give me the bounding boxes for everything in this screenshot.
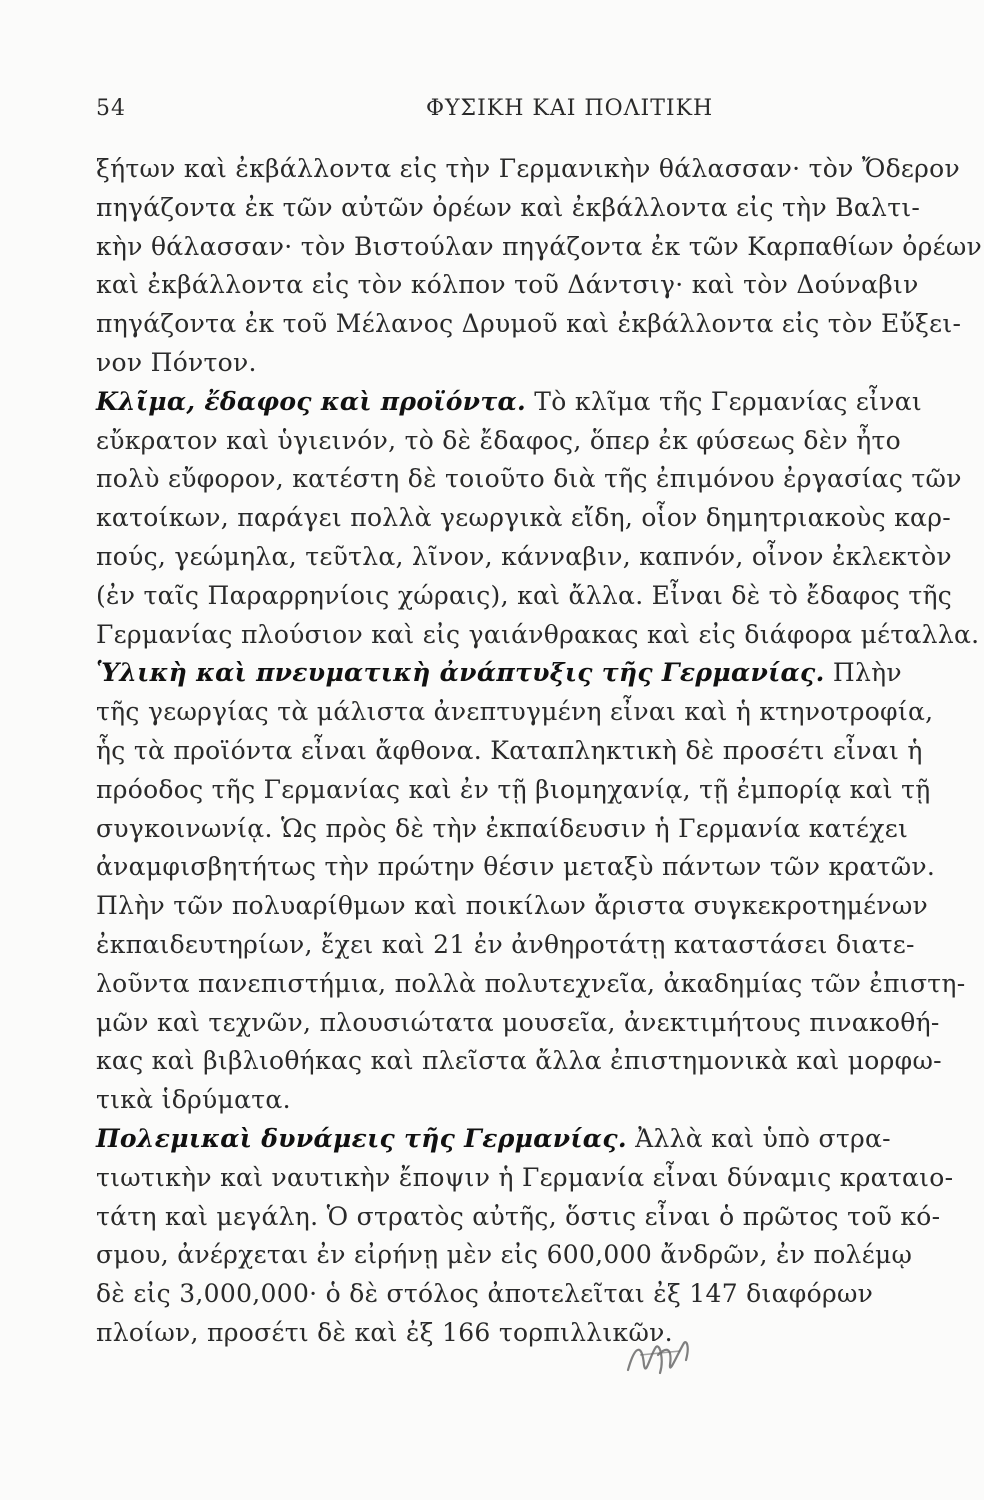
- text-line: [96, 1081, 886, 1120]
- text-line: [96, 228, 983, 267]
- line-text: τῆς γεωργίας τὰ μάλιστα ἀνεπτυγμένη εἶναι καὶ ἡ κτηνοτροφία,: [96, 697, 934, 727]
- line-text: κας καὶ βιβλιοθήκας καὶ πλεῖστα ἄλλα ἐπιστημονικὰ καὶ μορφω-: [96, 1046, 942, 1076]
- text-line: [96, 654, 902, 693]
- text-line: [96, 1236, 913, 1275]
- text-line: [96, 926, 915, 965]
- line-text: πρόοδος τῆς Γερμανίας καὶ ἐν τῇ βιομηχανίᾳ, τῇ ἐμπορίᾳ καὶ τῇ: [96, 774, 931, 804]
- text-line: [96, 1314, 886, 1353]
- line-text: πλοίων, προσέτι δὲ καὶ ἐξ 166 τορπιλλικῶν.: [96, 1317, 673, 1347]
- text-line: [96, 422, 902, 461]
- text-line: [96, 887, 929, 926]
- line-text: πηγάζοντα ἐκ τῶν αὐτῶν ὀρέων καὶ ἐκβάλλοντα εἰς τὴν Βαλτι-: [96, 192, 921, 222]
- text-line: [96, 305, 962, 344]
- text-line: [96, 771, 931, 810]
- line-text: κατοίκων, παράγει πολλὰ γεωργικὰ εἴδη, οἷον δημητριακοὺς καρ-: [96, 503, 951, 533]
- section-heading: Ὑλικὴ καὶ πνευματικὴ ἀνάπτυξις τῆς Γερμανίας.: [96, 658, 825, 688]
- line-text: τιωτικὴν καὶ ναυτικὴν ἔποψιν ἡ Γερμανία εἶναι δύναμις κραταιο-: [96, 1162, 954, 1192]
- text-line: [96, 693, 934, 732]
- text-line: [96, 810, 909, 849]
- page-number: 54: [96, 96, 126, 121]
- text-line: [96, 189, 921, 228]
- section-heading: Κλῖμα, ἔδαφος καὶ προϊόντα.: [96, 386, 526, 416]
- line-text: Γερμανίας πλούσιον καὶ εἰς γαιάνθρακας καὶ εἰς διάφορα μέταλλα.: [96, 619, 980, 649]
- line-text: τικὰ ἱδρύματα.: [96, 1085, 291, 1115]
- text-line: [96, 965, 966, 1004]
- line-text: Ἀλλὰ καὶ ὑπὸ στρα-: [626, 1123, 891, 1153]
- text-line: [96, 616, 980, 655]
- text-line: [96, 460, 962, 499]
- line-text: τάτη καὶ μεγάλη. Ὁ στρατὸς αὐτῆς, ὅστις εἶναι ὁ πρῶτος τοῦ κό-: [96, 1201, 941, 1231]
- line-text: ἧς τὰ προϊόντα εἶναι ἄφθονα. Καταπληκτικὴ δὲ προσέτι εἶναι ἡ: [96, 735, 923, 765]
- line-text: εὔκρατον καὶ ὑγιεινόν, τὸ δὲ ἔδαφος, ὅπερ ἐκ φύσεως δὲν ἦτο: [96, 425, 902, 455]
- line-text: πούς, γεώμηλα, τεῦτλα, λῖνον, κάνναβιν, καπνόν, οἶνον ἐκλεκτὸν: [96, 541, 952, 571]
- text-line: [96, 499, 951, 538]
- running-title: ΦΥΣΙΚΗ ΚΑΙ ΠΟΛΙΤΙΚΗ: [426, 96, 714, 121]
- line-text: ξήτων καὶ ἐκβάλλοντα εἰς τὴν Γερμανικὴν θάλασσαν· τὸν Ὄδερον: [96, 154, 961, 183]
- text-line: [96, 538, 952, 577]
- text-line: [96, 577, 953, 616]
- line-text: λοῦντα πανεπιστήμια, πολλὰ πολυτεχνεῖα, ἀκαδημίας τῶν ἐπιστη-: [96, 968, 966, 998]
- text-line: [96, 266, 919, 305]
- line-text: Πλὴν: [824, 658, 902, 688]
- line-text: πολὺ εὔφορον, κατέστη δὲ τοιοῦτο διὰ τῆς ἐπιμόνου ἐργασίας τῶν: [96, 464, 962, 494]
- text-line: [96, 383, 923, 422]
- text-line: [96, 150, 961, 189]
- line-text: δὲ εἰς 3,000,000· ὁ δὲ στόλος ἀποτελεῖται ἐξ 147 διαφόρων: [96, 1279, 874, 1309]
- line-text: (ἐν ταῖς Παραρρηνίοις χώραις), καὶ ἄλλα. Εἶναι δὲ τὸ ἔδαφος τῆς: [96, 580, 953, 610]
- body-text: [96, 150, 983, 1353]
- line-text: ἀναμφισβητήτως τὴν πρώτην θέσιν μεταξὺ πάντων τῶν κρατῶν.: [96, 852, 936, 882]
- page-header: [96, 96, 886, 136]
- text-line: [96, 344, 886, 383]
- line-text: σμου, ἀνέρχεται ἐν εἰρήνῃ μὲν εἰς 600,000 ἄνδρῶν, ἐν πολέμῳ: [96, 1240, 913, 1270]
- section-heading: Πολεμικαὶ δυνάμεις τῆς Γερμανίας.: [96, 1123, 627, 1153]
- line-text: συγκοινωνίᾳ. Ὡς πρὸς δὲ τὴν ἐκπαίδευσιν ἡ Γερμανία κατέχει: [96, 813, 909, 843]
- line-text: Πλὴν τῶν πολυαρίθμων καὶ ποικίλων ἄριστα συγκεκροτημένων: [96, 891, 929, 921]
- line-text: πηγάζοντα ἐκ τοῦ Μέλανος Δρυμοῦ καὶ ἐκβάλλοντα εἰς τὸν Εὔξει-: [96, 309, 962, 339]
- line-text: κὴν θάλασσαν· τὸν Βιστούλαν πηγάζοντα ἐκ τῶν Καρπαθίων ὀρέων: [96, 231, 983, 261]
- text-line: [96, 732, 923, 771]
- text-line: [96, 1159, 954, 1198]
- text-line: [96, 1004, 940, 1043]
- handwritten-signature: [620, 1325, 700, 1385]
- line-text: καὶ ἐκβάλλοντα εἰς τὸν κόλπον τοῦ Δάντσιγ· καὶ τὸν Δούναβιν: [96, 270, 919, 300]
- text-line: [96, 1198, 941, 1237]
- line-text: ἐκπαιδευτηρίων, ἔχει καὶ 21 ἐν ἀνθηροτάτῃ καταστάσει διατε-: [96, 929, 915, 959]
- line-text: μῶν καὶ τεχνῶν, πλουσιώτατα μουσεῖα, ἀνεκτιμήτους πινακοθή-: [96, 1007, 940, 1037]
- line-text: νον Πόντον.: [96, 347, 257, 377]
- text-line: [96, 1120, 891, 1159]
- text-line: [96, 1042, 942, 1081]
- line-text: Τὸ κλῖμα τῆς Γερμανίας εἶναι: [526, 386, 923, 416]
- text-line: [96, 848, 936, 887]
- text-line: [96, 1275, 886, 1314]
